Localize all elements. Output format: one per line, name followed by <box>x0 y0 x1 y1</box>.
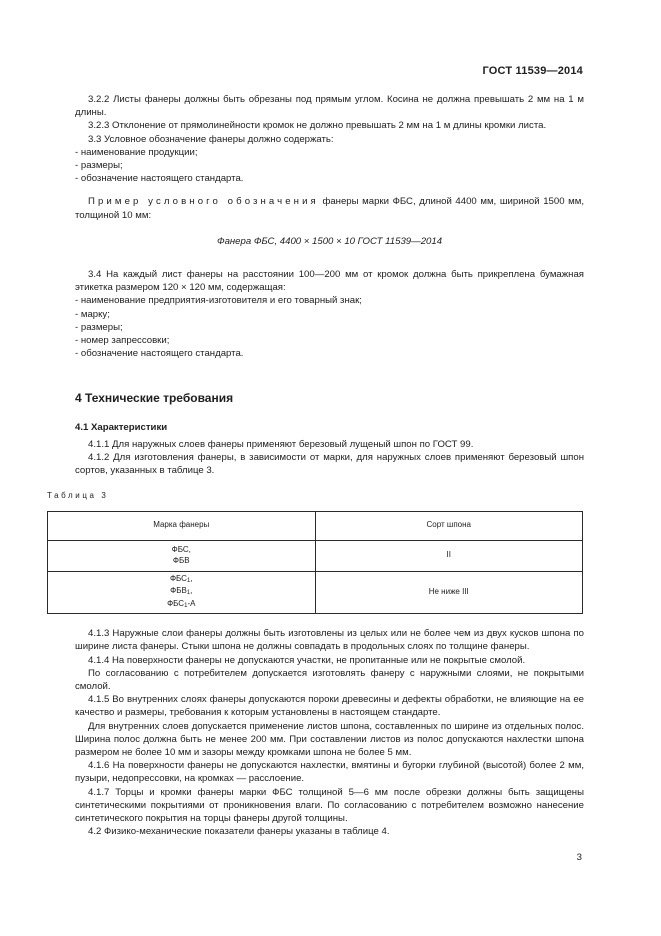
mark-base: ФБВ <box>170 586 187 596</box>
mark-line <box>52 586 311 599</box>
para-3-3: 3.3 Условное обозначение фанеры должно содержать: <box>88 133 334 145</box>
example-paragraph <box>75 195 584 221</box>
mark-tail: , <box>190 573 193 583</box>
cell-marks <box>48 540 316 571</box>
table-3 <box>47 511 583 615</box>
table-row <box>48 571 583 614</box>
mark-base: ФБС <box>169 573 187 583</box>
list-item: - обозначение настоящего стандарта. <box>75 348 244 360</box>
table-header-row <box>48 511 583 540</box>
para-4-1-4-note: По согласованию с потребителем допускается изготовлять фанеру с наружными слоями, не покрытыми смолой. <box>75 667 584 692</box>
mark-line <box>52 574 311 587</box>
table-row <box>48 540 583 571</box>
para-4-1-3: 4.1.3 Наружные слои фанеры должны быть изготовлены из целых или не более чем из двух кусков шпона по ширине листа фанеры. Стыки шпона не должны совпадать в продольных слоях по толщине фанеры. <box>75 628 584 653</box>
para-4-1-4: 4.1.4 На поверхности фанеры не допускаются участки, не пропитанные или не покрытые смолой. <box>88 654 526 666</box>
example-label: Пример условного обозначения <box>88 196 319 208</box>
list-item: - размеры; <box>75 160 123 172</box>
header-cell-grade: Сорт шпона <box>315 511 583 540</box>
para-4-1-6: 4.1.6 На поверхности фанеры не допускаются нахлестки, вмятины и бугорки глубиной (высотой) более 2 мм, пузыри, недопрессовки, на кромках — расслоение. <box>75 760 584 785</box>
page-content <box>47 93 584 838</box>
mark-line <box>52 599 311 612</box>
cell-marks <box>48 571 316 614</box>
para-3-4: 3.4 На каждый лист фанеры на расстоянии 100—200 мм от кромок должна быть прикреплена бумажная этикетка размером 120 × 120 мм, содержащая: <box>75 269 584 294</box>
list-item: - размеры; <box>75 321 123 333</box>
table-3-caption: Таблица 3 <box>47 491 109 501</box>
para-3-2-2: 3.2.2 Листы фанеры должны быть обрезаны под прямым углом. Косина не должна превышать 2 мм на 1 м длины. <box>75 94 584 119</box>
mark-subscript: 1 <box>186 577 191 584</box>
cell-grade: Не ниже III <box>315 571 583 614</box>
list-item: - наименование продукции; <box>75 146 198 158</box>
para-4-1-5: 4.1.5 Во внутренних слоях фанеры допускаются пороки древесины и дефекты обработки, не влияющие на ее качество и размеры, требования к которым установлены в настоящем стандарте. <box>75 694 584 719</box>
requirements-continued <box>75 627 584 838</box>
page-number: 3 <box>576 852 582 863</box>
mark-line: ФБС, <box>171 545 191 555</box>
mark-base: ФБС <box>167 598 185 608</box>
para-3-2-3: 3.2.3 Отклонение от прямолинейности кромок не должно превышать 2 мм на 1 м длины кромки листа. <box>88 120 547 132</box>
document-code: ГОСТ 11539—2014 <box>482 65 583 77</box>
para-4-1-7: 4.1.7 Торцы и кромки фанеры марки ФБС толщиной 5—6 мм после обрезки должны быть защищены синтетическими покрытиями от проникновения влаги. По согласованию с потребителем возможно нанесение синтетического покрытия на торцы фанеры другой толщины. <box>75 786 584 825</box>
section-4-title: 4 Технические требования <box>75 391 234 406</box>
para-4-1-5-note: Для внутренних слоев допускается применение листов шпона, составленных по ширине из отдельных полос. Ширина полос должна быть не менее 200 мм. При составлении листов из полос допускаются нахлестки шпона размером не более 10 мм и зазоры между кромками шпона не более 5 мм. <box>75 720 584 758</box>
cell-grade: II <box>315 540 583 571</box>
mark-tail: , <box>190 586 193 596</box>
para-4-1-1: 4.1.1 Для наружных слоев фанеры применяют березовый лущеный шпон по ГОСТ 99. <box>88 438 474 450</box>
example-text: фанеры марки ФБС, длиной 4400 мм, шириной 1500 мм, толщиной 10 мм: <box>75 196 584 221</box>
designation-example: Фанера ФБС, 4400 × 1500 × 10 ГОСТ 11539—2014 <box>216 235 443 247</box>
mark-line: ФБВ <box>172 555 190 565</box>
header-cell-mark: Марка фанеры <box>48 511 316 540</box>
subsection-4-1-title: 4.1 Характеристики <box>75 421 168 433</box>
list-item: - обозначение настоящего стандарта. <box>75 173 244 185</box>
mark-subscript: 1 <box>184 602 188 609</box>
list-item: - номер запрессовки; <box>75 335 170 347</box>
list-item: - марку; <box>75 308 110 320</box>
para-4-1-2: 4.1.2 Для изготовления фанеры, в зависимости от марки, для наружных слоев применяют березовый шпон сортов, указанных в таблице 3. <box>75 452 584 477</box>
mark-tail: -А <box>187 598 196 608</box>
list-item: - наименование предприятия-изготовителя и его товарный знак; <box>75 295 362 307</box>
mark-subscript: 1 <box>186 590 191 597</box>
para-4-2: 4.2 Физико-механические показатели фанеры указаны в таблице 4. <box>88 826 390 838</box>
